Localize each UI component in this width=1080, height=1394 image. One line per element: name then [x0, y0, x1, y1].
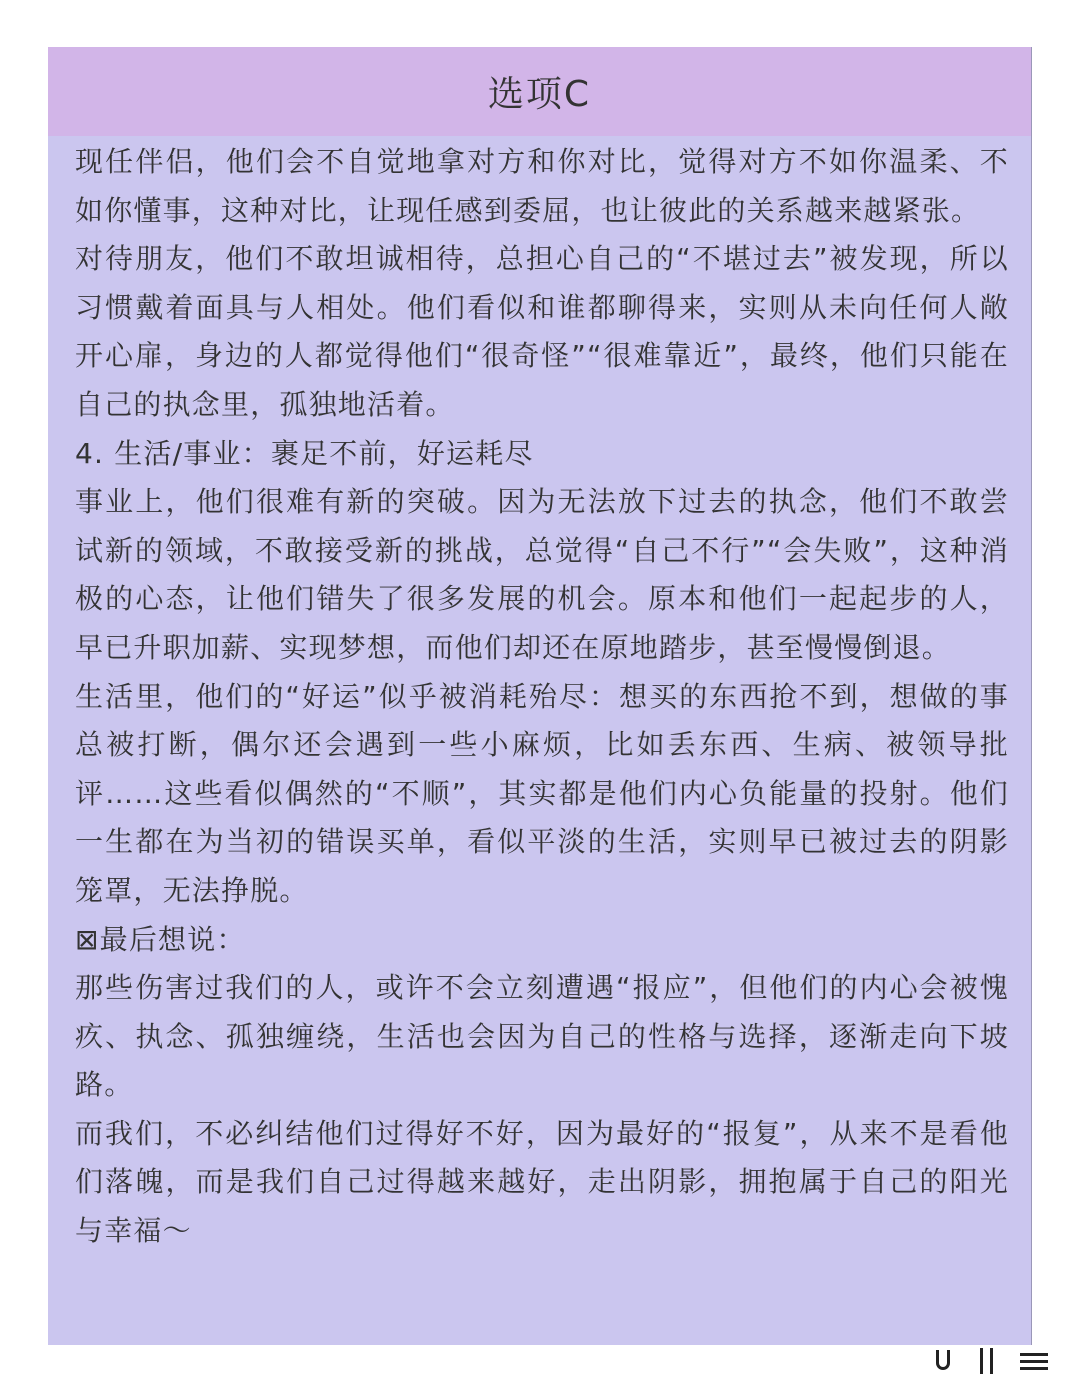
- paragraph-partner: 现任伴侣，他们会不自觉地拿对方和你对比，觉得对方不如你温柔、不如你懂事，这种对比，让现任感到委屈，也让彼此的关系越来越紧张。: [75, 145, 1009, 227]
- menu-lines-icon[interactable]: [1020, 1353, 1048, 1369]
- cup-icon[interactable]: [936, 1350, 950, 1370]
- section-heading-life-career: 4. 生活/事业：裹足不前，好运耗尽: [75, 436, 534, 470]
- page-title: 选项C: [487, 74, 592, 115]
- header-banner: [48, 47, 1031, 136]
- bars-icon[interactable]: [976, 1348, 1000, 1374]
- paragraph-career: 事业上，他们很难有新的突破。因为无法放下过去的执念，他们不敢尝试新的领域，不敢接受新的挑战，总觉得“自己不行”“会失败”，这种消极的心态，让他们错失了很多发展的机会。原本和他们一起起步的人，早已升职加薪、实现梦想，而他们却还在原地踏步，甚至慢慢倒退。: [75, 485, 1009, 664]
- article-body: [48, 136, 1031, 1256]
- section-heading-final-words: ⊠最后想说：: [75, 922, 246, 956]
- paragraph-life: 生活里，他们的“好运”似乎被消耗殆尽：想买的东西抢不到，想做的事总被打断，偶尔还会遇到一些小麻烦，比如丢东西、生病、被领导批评……这些看似偶然的“不顺”，其实都是他们内心负能量的投射。他们一生都在为当初的错误买单，看似平淡的生活，实则早已被过去的阴影笼罩，无法挣脱。: [75, 679, 1009, 907]
- paragraph-conclusion-1: 那些伤害过我们的人，或许不会立刻遭遇“报应”，但他们的内心会被愧疚、执念、孤独缠绕，生活也会因为自己的性格与选择，逐渐走向下坡路。: [75, 971, 1009, 1102]
- article-card: [48, 47, 1032, 1345]
- bottom-toolbar: [936, 1348, 1056, 1378]
- paragraph-conclusion-2: 而我们，不必纠结他们过得好不好，因为最好的“报复”，从来不是看他们落魄，而是我们自己过得越来越好，走出阴影，拥抱属于自己的阳光与幸福～: [75, 1116, 1009, 1248]
- paragraph-friends: 对待朋友，他们不敢坦诚相待，总担心自己的“不堪过去”被发现，所以习惯戴着面具与人相处。他们看似和谁都聊得来，实则从未向任何人敞开心扉，身边的人都觉得他们“很奇怪”“很难靠近”，最终，他们只能在自己的执念里，孤独地活着。: [75, 242, 1009, 421]
